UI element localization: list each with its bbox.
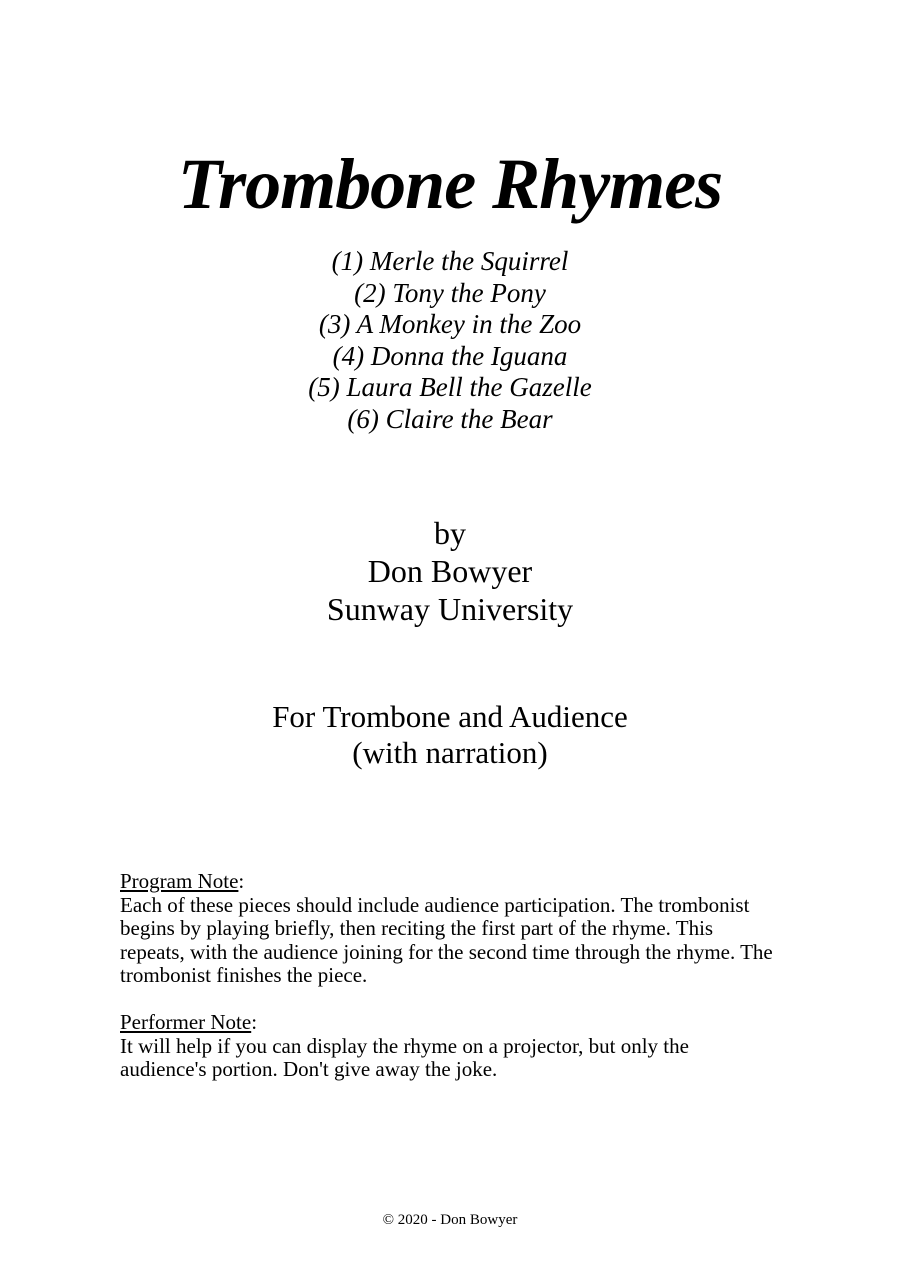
movement-item: (6) Claire the Bear <box>347 403 553 434</box>
movement-item: (3) A Monkey in the Zoo <box>318 309 582 339</box>
instrumentation-line: For Trombone and Audience <box>272 699 628 734</box>
program-note-heading-colon: : <box>238 869 245 893</box>
movement-item: (2) Tony the Pony <box>354 277 546 308</box>
copyright-footer: © 2020 - Don Bowyer <box>382 1212 518 1228</box>
program-note-line: trombonist finishes the piece. <box>120 963 368 987</box>
movement-item: (4) Donna the Iguana <box>332 340 568 371</box>
performer-note-heading <box>120 1011 820 1035</box>
program-note-paragraph <box>120 894 820 988</box>
narration-note: (with narration) <box>352 735 548 770</box>
byline-by: by <box>434 515 466 551</box>
performer-note-heading-text: Performer Note <box>120 1010 252 1034</box>
movement-list <box>0 246 900 435</box>
byline-block <box>0 514 900 628</box>
instrumentation-block <box>0 699 900 771</box>
movement-item: (1) Merle the Squirrel <box>331 246 569 276</box>
document-title: Trombone Rhymes <box>177 144 723 224</box>
program-note-heading-text: Program Note <box>120 869 239 893</box>
program-note-heading <box>120 870 820 894</box>
author-name: Don Bowyer <box>367 553 533 589</box>
movement-item: (5) Laura Bell the Gazelle <box>308 372 592 402</box>
program-note-line: begins by playing briefly, then reciting the first part of the rhyme. This <box>120 916 714 940</box>
program-note-line: repeats, with the audience joining for the second time through the rhyme. The <box>120 939 773 964</box>
performer-note-line: It will help if you can display the rhyme on a projector, but only the <box>120 1033 689 1058</box>
performer-note-heading-colon: : <box>251 1010 258 1034</box>
notes-section <box>120 870 820 1082</box>
performer-note-line: audience's portion. Don't give away the joke. <box>120 1057 498 1081</box>
performer-note-paragraph <box>120 1035 820 1082</box>
program-note-line: Each of these pieces should include audience participation. The trombonist <box>120 892 750 917</box>
author-affiliation: Sunway University <box>326 591 574 627</box>
